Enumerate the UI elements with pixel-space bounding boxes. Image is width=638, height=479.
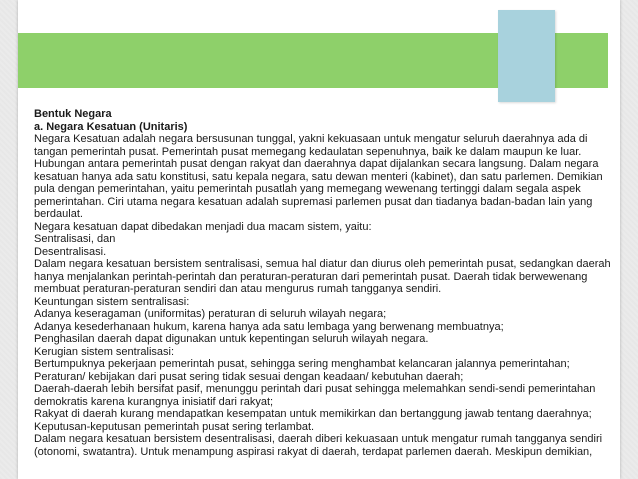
text-line: Daerah-daerah lebih bersifat pasif, menunggu perintah dari pusat sehingga melemahkan sendi-sendi pemerintahan — [34, 383, 596, 395]
text-line: hanya menjalankan perintah-perintah dan peraturan-peraturan dari pemerintah pusat. Daerah tidak berwewenang — [34, 270, 588, 283]
text-line: Desentralisasi. — [34, 245, 107, 258]
text-line: pemerintahan. Ciri utama negara kesatuan adalah supremasi parlemen pusat dan tiadanya badan-badan lain yang — [34, 195, 593, 208]
text-line: Kerugian sistem sentralisasi: — [34, 345, 175, 358]
text-line: Dalam negara kesatuan bersistem desentralisasi, daerah diberi kekuasaan untuk mengatur rumah tangganya sendiri — [34, 433, 603, 445]
text-line: Negara Kesatuan adalah negara bersusunan tunggal, yakni kekuasaan untuk mengatur seluruh daerahnya ada di — [34, 133, 588, 145]
text-line: kesatuan hanya ada satu konstitusi, satu kepala negara, satu dewan menteri (kabinet), dan satu parlemen. Demikian — [34, 170, 603, 183]
text-line: membuat peraturan-peraturan sendiri dan atau mengurus rumah tangganya sendiri. — [34, 283, 442, 295]
text-line: demokratis karena kurangnya inisiatif dari rakyat; — [34, 395, 274, 408]
text-line: Dalam negara kesatuan bersistem sentralisasi, semua hal diatur dan diurus oleh pemerintah pusat, sedangkan daerah — [34, 258, 611, 270]
text-line: berdaulat. — [34, 208, 83, 220]
text-line: Adanya kesederhanaan hukum, karena hanya ada satu lembaga yang berwenang membuatnya; — [34, 320, 504, 333]
text-line: Rakyat di daerah kurang mendapatkan kesempatan untuk memikirkan dan bertanggung jawab tentang daerahnya; — [34, 408, 592, 420]
section-heading: a. Negara Kesatuan (Unitaris) — [34, 120, 188, 133]
decorative-tab — [498, 10, 555, 102]
text-line: Adanya keseragaman (uniformitas) peraturan di seluruh wilayah negara; — [34, 308, 387, 320]
text-line: pula dengan pemerintahan, yaitu pemerintah pusatlah yang memegang wewenang tertinggi dalam segala aspek — [34, 183, 581, 195]
slide-content — [34, 108, 611, 458]
text-line: Keuntungan sistem sentralisasi: — [34, 295, 190, 308]
text-line: Hubungan antara pemerintah pusat dengan rakyat dan daerahnya dapat dijalankan secara langsung. Dalam negara — [34, 158, 599, 170]
text-line: Sentralisasi, dan — [34, 233, 116, 245]
text-line: Negara kesatuan dapat dibedakan menjadi dua macam sistem, yaitu: — [34, 220, 372, 233]
slide-title: Bentuk Negara — [34, 108, 112, 120]
text-line: tangan pemerintah pusat. Pemerintah pusat memegang kedaulatan sepenuhnya, baik ke dalam maupun ke luar. — [34, 145, 582, 158]
text-line: Peraturan/ kebijakan dari pusat sering tidak sesuai dengan keadaan/ kebutuhan daerah; — [34, 370, 464, 383]
text-line: Penghasilan daerah dapat digunakan untuk kepentingan seluruh wilayah negara. — [34, 333, 429, 345]
text-line: Keputusan-keputusan pemerintah pusat sering terlambat. — [34, 420, 315, 433]
text-line: (otonomi, swatantra). Untuk menampung aspirasi rakyat di daerah, terdapat parlemen daerah. Meskipun demikian, — [34, 445, 593, 458]
text-line: Bertumpuknya pekerjaan pemerintah pusat, sehingga sering menghambat kelancaran jalannya pemerintahan; — [34, 358, 570, 370]
